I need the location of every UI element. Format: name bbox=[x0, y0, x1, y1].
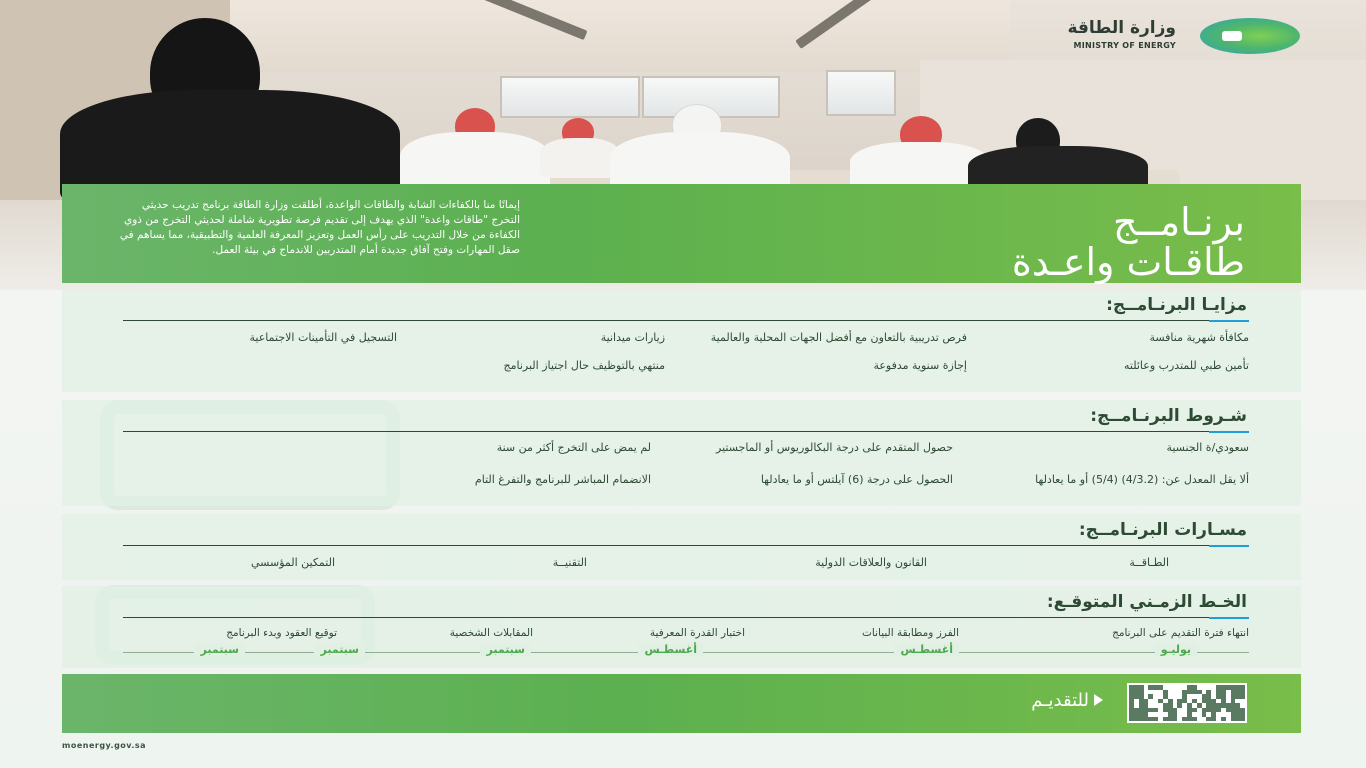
section-divider bbox=[123, 431, 1249, 432]
features-section bbox=[62, 289, 1301, 392]
title-band bbox=[62, 184, 1301, 283]
feature-item: منتهي بالتوظيف حال اجتياز البرنامج bbox=[503, 359, 665, 372]
timeline-month: سبتمبر bbox=[314, 643, 365, 656]
timeline-title: الخـط الزمـني المتوقـع: bbox=[1046, 592, 1247, 612]
track-item-law: القانون والعلاقات الدولية bbox=[815, 556, 927, 569]
section-divider bbox=[123, 545, 1249, 546]
features-title: مزايـا البرنـامــج: bbox=[1106, 295, 1247, 315]
person bbox=[540, 118, 620, 178]
timeline-step: انتهاء فترة التقديم على البرنامج bbox=[1112, 627, 1249, 639]
condition-item: ألا يقل المعدل عن: (4/3.2) (5/4) أو ما يعادلها bbox=[1035, 473, 1249, 486]
footer-url[interactable]: moenergy.gov.sa bbox=[62, 741, 147, 750]
logo-name-en: MINISTRY OF ENERGY bbox=[1073, 41, 1176, 50]
condition-item: الانضمام المباشر للبرنامج والتفرغ التام bbox=[474, 473, 651, 486]
conditions-title: شـروط البرنـامــج: bbox=[1090, 406, 1247, 426]
tracks-section bbox=[62, 514, 1301, 580]
feature-item: تأمين طبي للمتدرب وعائلته bbox=[1124, 359, 1249, 372]
timeline-month: سبتمبر bbox=[194, 643, 245, 656]
person bbox=[968, 118, 1148, 188]
timeline-step: الفرز ومطابقة البيانات bbox=[862, 627, 959, 639]
track-item-energy: الطـاقــة bbox=[1129, 556, 1169, 569]
timeline-month: سبتمبر bbox=[480, 643, 531, 656]
play-arrow-icon bbox=[1094, 694, 1103, 706]
apply-band bbox=[62, 674, 1301, 733]
timeline-step: توقيع العقود وبدء البرنامج bbox=[226, 627, 337, 639]
ministry-logo bbox=[1000, 18, 1300, 58]
intro-paragraph: إيمانًا منا بالكفاءات الشابة والطاقات الواعدة، أطلقت وزارة الطاقة برنامج تدريب حديثي التخرج "طاقات واعدة" الذي يهدف إلى تقديم فرصة تطويرية شاملة لحديثي التخرج من ذوي الكفاءة من خلال التدريب على رأس العمل وتعزيز المعرفة العلمية والتطبيقية، مما يساهم في صقل المهارات وفتح آفاق جديدة أمام المتدربين للاندماج في بيئة العمل. bbox=[119, 199, 520, 256]
feature-item: التسجيل في التأمينات الاجتماعية bbox=[249, 331, 397, 344]
condition-item: لم يمض على التخرج أكثر من سنة bbox=[496, 441, 651, 454]
timeline-month: يوليـو bbox=[1155, 643, 1197, 656]
track-item-technology: التقنيــة bbox=[552, 556, 587, 569]
program-title-line2: طاقـات واعـدة bbox=[1011, 240, 1245, 284]
feature-item: فرص تدريبية بالتعاون مع أفضل الجهات المحلية والعالمية bbox=[710, 331, 967, 344]
timeline-month: أغسطـس bbox=[894, 643, 959, 656]
timeline-step: المقابلات الشخصية bbox=[449, 627, 533, 639]
feature-item: إجازة سنوية مدفوعة bbox=[873, 359, 967, 372]
track-item-enablement: التمكين المؤسسي bbox=[251, 556, 335, 569]
condition-item: الحصول على درجة (6) آيلتس أو ما يعادلها bbox=[760, 473, 953, 486]
section-divider bbox=[123, 617, 1249, 618]
program-title bbox=[1012, 202, 1245, 282]
window bbox=[826, 70, 896, 116]
person bbox=[610, 104, 790, 194]
timeline-month: أغسطـس bbox=[638, 643, 703, 656]
qr-code[interactable] bbox=[1127, 683, 1247, 723]
person bbox=[400, 108, 550, 188]
timeline-section bbox=[62, 586, 1301, 668]
apply-button[interactable]: للتقديـم bbox=[1031, 690, 1089, 711]
tracks-title: مسـارات البرنـامــج: bbox=[1078, 520, 1247, 540]
program-title-line1: برنـامــج bbox=[1113, 200, 1245, 244]
section-divider bbox=[123, 320, 1249, 321]
person bbox=[60, 10, 420, 190]
qr-code-pattern bbox=[1129, 685, 1245, 721]
feature-item: زيارات ميدانية bbox=[600, 331, 665, 344]
logo-name-ar: وزارة الطاقة bbox=[1067, 18, 1176, 38]
timeline-step: اختبار القدرة المعرفية bbox=[649, 627, 745, 639]
condition-item: حصول المتقدم على درجة البكالوريوس أو الماجستير bbox=[716, 441, 953, 454]
condition-item: سعودي/ة الجنسية bbox=[1166, 441, 1249, 454]
ministry-emblem-icon bbox=[1200, 18, 1300, 54]
conditions-section bbox=[62, 400, 1301, 506]
feature-item: مكافأة شهرية منافسة bbox=[1149, 331, 1249, 344]
